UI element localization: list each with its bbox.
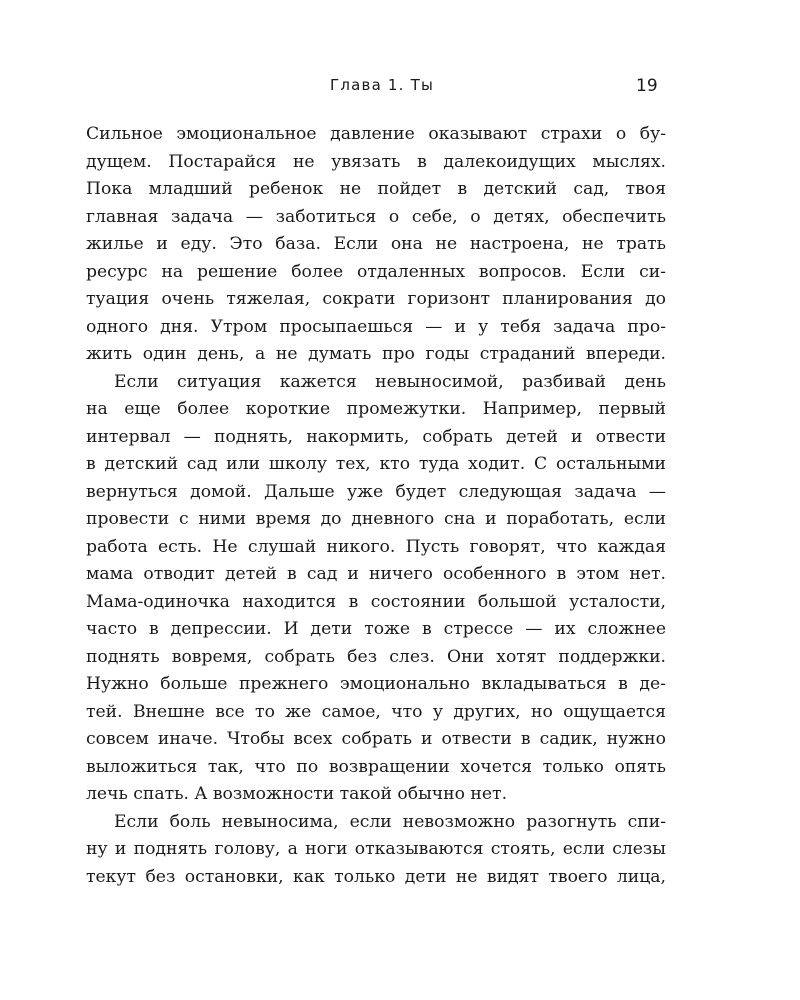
text-line: дущем. Постарайся не увязать в далекоидущих мыслях. — [86, 151, 666, 172]
text-line: в детский сад или школу тех, кто туда ходит. С остальными — [86, 454, 666, 474]
paragraph-1 — [86, 121, 666, 369]
text-line: поднять вовремя, собрать без слез. Они хотят поддержки. — [86, 646, 666, 667]
text-line: Если боль невыносима, если невозможно разогнуть спи- — [114, 811, 666, 832]
text-line: туация очень тяжелая, сократи горизонт планирования до — [86, 289, 666, 309]
text-line: интервал — поднять, накормить, собрать детей и отвести — [86, 426, 666, 447]
text-line: лечь спать. А возможности такой обычно нет. — [86, 784, 508, 804]
text-line: одного дня. Утром просыпаешься — и у тебя задача про- — [86, 316, 666, 337]
text-line: ресурс на решение более отдаленных вопросов. Если си- — [86, 261, 666, 282]
text-line: Мама-одиночка находится в состоянии большой усталости, — [86, 591, 666, 612]
text-line: провести с ними время до дневного сна и поработать, если — [86, 509, 666, 529]
text-line: работа есть. Не слушай никого. Пусть говорят, что каждая — [86, 536, 666, 557]
text-line: мама отводит детей в сад и ничего особенного в этом нет. — [86, 564, 666, 584]
chapter-title: Глава 1. Ты — [330, 76, 435, 94]
text-line: жилье и еду. Это база. Если она не настроена, не трать — [86, 234, 666, 254]
text-line: Если ситуация кажется невыносимой, разбивай день — [114, 371, 666, 392]
text-line: текут без остановки, как только дети не видят твоего лица, — [86, 866, 666, 887]
text-line: совсем иначе. Чтобы всех собрать и отвести в садик, нужно — [86, 729, 666, 749]
text-line: часто в депрессии. И дети тоже в стрессе — их сложнее — [86, 619, 666, 639]
page-number: 19 — [636, 76, 658, 96]
paragraph-2 — [86, 369, 666, 809]
text-line: Нужно больше прежнего эмоционально вкладываться в де- — [86, 674, 666, 694]
text-line: Пока младший ребенок не пойдет в детский сад, твоя — [86, 179, 666, 199]
text-line: на еще более короткие промежутки. Например, первый — [86, 399, 666, 419]
text-line: главная задача — заботиться о себе, о детях, обеспечить — [86, 206, 666, 227]
text-line: жить один день, а не думать про годы страданий впереди. — [86, 344, 666, 364]
text-line: выложиться так, что по возвращении хочется только опять — [86, 756, 666, 777]
body-text — [86, 121, 666, 891]
paragraph-3 — [86, 809, 666, 892]
text-line: ну и поднять голову, а ноги отказываются стоять, если слезы — [86, 839, 666, 859]
running-head — [0, 76, 800, 100]
text-line: вернуться домой. Дальше уже будет следующая задача — — [86, 481, 666, 502]
text-line: Сильное эмоциональное давление оказывают страхи о бу- — [86, 124, 666, 144]
text-line: тей. Внешне все то же самое, что у других, но ощущается — [86, 701, 666, 722]
